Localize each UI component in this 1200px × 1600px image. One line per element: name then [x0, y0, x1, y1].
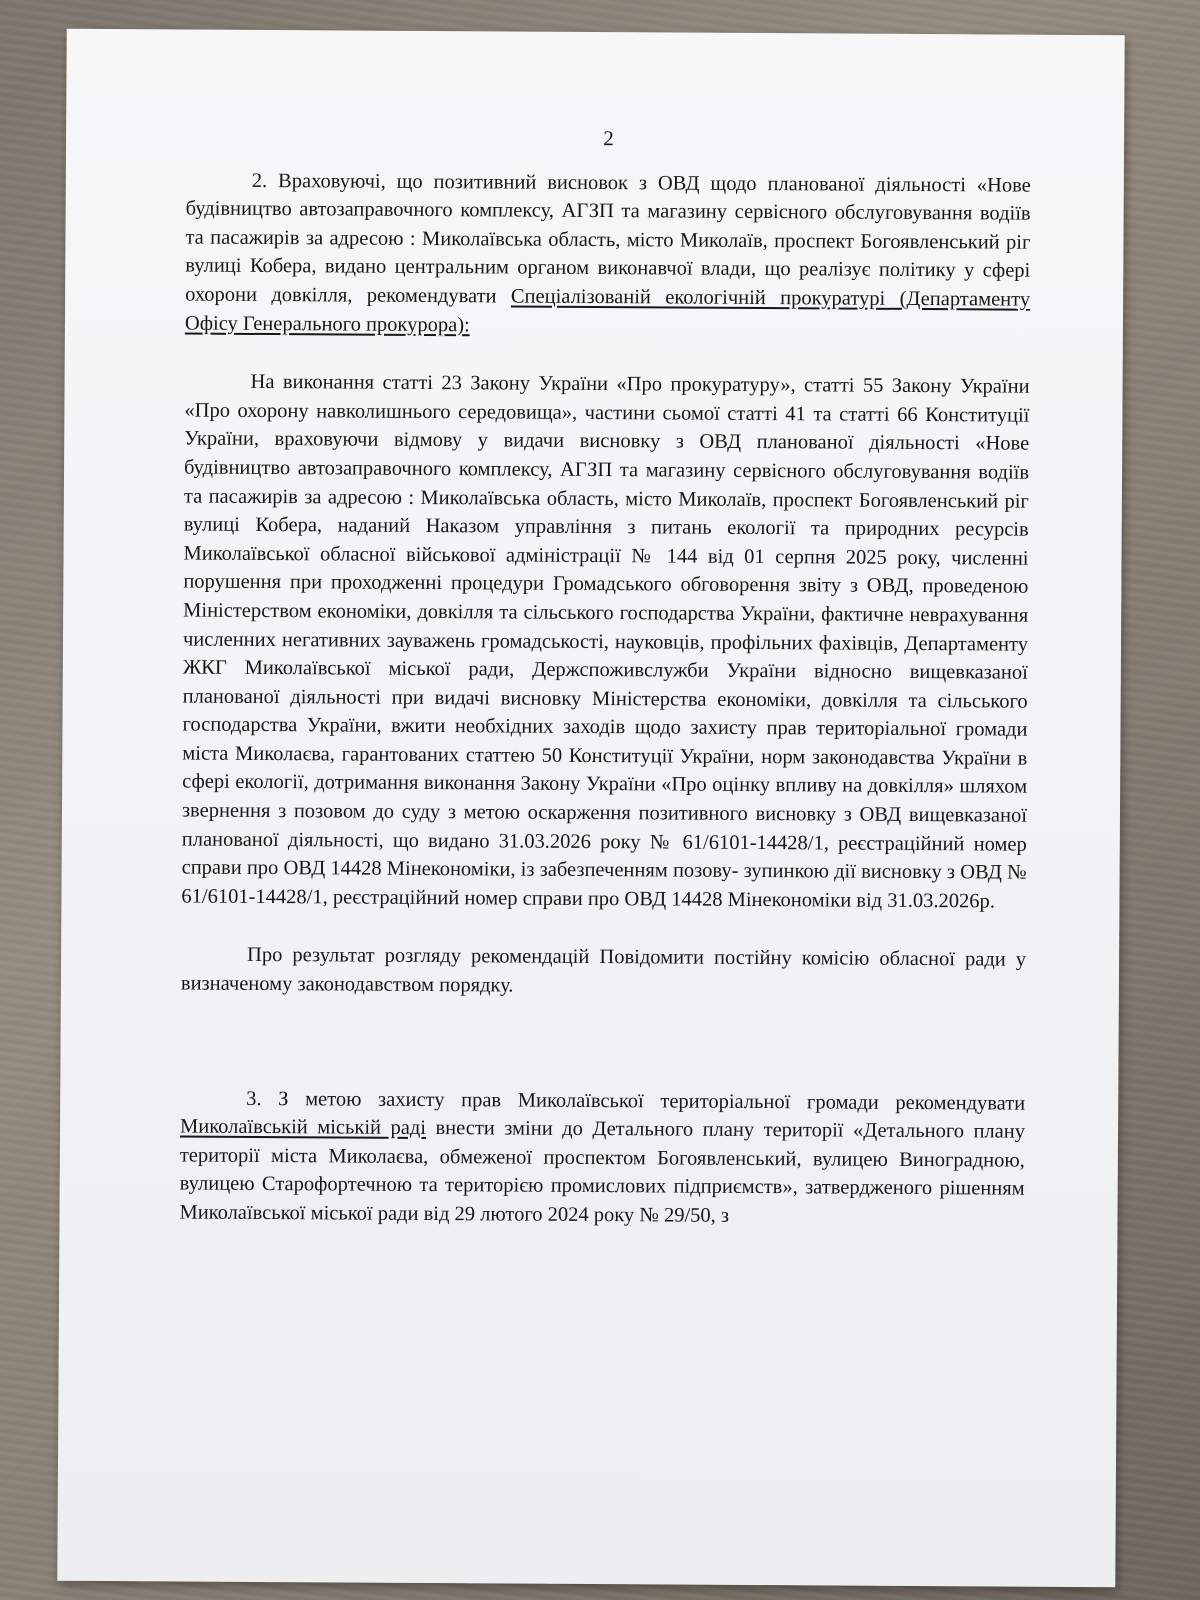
page-number: 2 — [603, 126, 614, 151]
item-3-recipient: Миколаївській міській раді — [179, 1115, 427, 1140]
item-2-paragraph — [185, 166, 1031, 343]
document-content — [179, 122, 1031, 1233]
item-2-recipient: Спеціалізованій екологічній прокуратурі (Департаменту Офісу Генерального прокурора): — [184, 285, 1031, 336]
item-2-intro: 2. Враховуючі, що позитивний висновок з ОВД щодо планованої діяльності «Нове будівництво автозаправочного комплексу, АГЗП та магазину сервісного обслуговування водіїв та пасажирів за адресою : Миколаївська область, місто Миколаїв, проспект Богоявленський ріг вулиці Кобера, видано центральним органом виконавчої влади, що реалізує політику у сфері охорони довкілля, рекомендувати — [185, 169, 1031, 308]
item-2-result-paragraph: Про результат розгляду рекомендацій Повідомити постійну комісію обласної ради у визначеному законодавством порядку. — [180, 944, 1027, 997]
item-2-body-paragraph: На виконання статті 23 Закону України «Про прокуратуру», статті 55 Закону України «Про охорону навколишнього середовища», частини сьомої статті 41 та статті 66 Конституції України, враховуючи відмову у видачи висновку з ОВД планованої діяльності «Нове будівництво автозаправочного комплексу, АГЗП та магазину сервісного обслуговування водіїв та пасажирів за адресою : Миколаївська область, місто Миколаїв, проспект Богоявленський ріг вулиці Кобера, наданий Наказом управління з питань екології та природних ресурсів Миколаївської обласної військової адміністрації № 144 від 01 серпня 2025 року, численні порушення при проходженні процедури Громадського обговорення звіту з ОВД, проведеною Міністерством економіки, довкілля та сільського господарства України, фактичне неврахування численних негативних зауважень громадськості, науковців, профільних фахівців, Департаменту ЖКГ Миколаївської міської ради, Держспоживслужби України відносно вищевказаної планованої діяльності при видачі висновку Міністерства економіки, довкілля та сільського господарства України, вжити необхідних заходів щодо захисту прав територіальної громади міста Миколаєва, гарантованих статтею 50 Конституції України, норм законодавства України в сфері екології, дотримання виконання Закону України «Про оцінку впливу на довкілля» шляхом звернення з позовом до суду з метою оскарження позитивного висновку з ОВД вищевказаної планованої діяльності, що видано 31.03.2026 року № 61/6101-14428/1, реєстраційний номер справи про ОВД 14428 Мінекономіки, із забезпеченням позову- зупинкою дії висновку з ОВД № 61/6101-14428/1, реєстраційний номер справи про ОВД 14428 Мінекономіки від 31.03.2026р. — [181, 371, 1030, 913]
item-3-text: внести зміни до Детального плану території «Детального плану території міста Миколаєва, обмеженої проспектом Богоявленський, вулицею Виноградною, вулицею Старофортечною та територією промислових підприємств», затвердженого рішенням Миколаївської міської ради від 29 лютого 2024 року № 29/50, з — [179, 1117, 1026, 1227]
item-3-intro: 3. З метою захисту прав Миколаївської територіальної громади рекомендувати — [246, 1087, 1026, 1115]
item-3-paragraph — [179, 1084, 1025, 1232]
document-page — [57, 29, 1124, 1587]
